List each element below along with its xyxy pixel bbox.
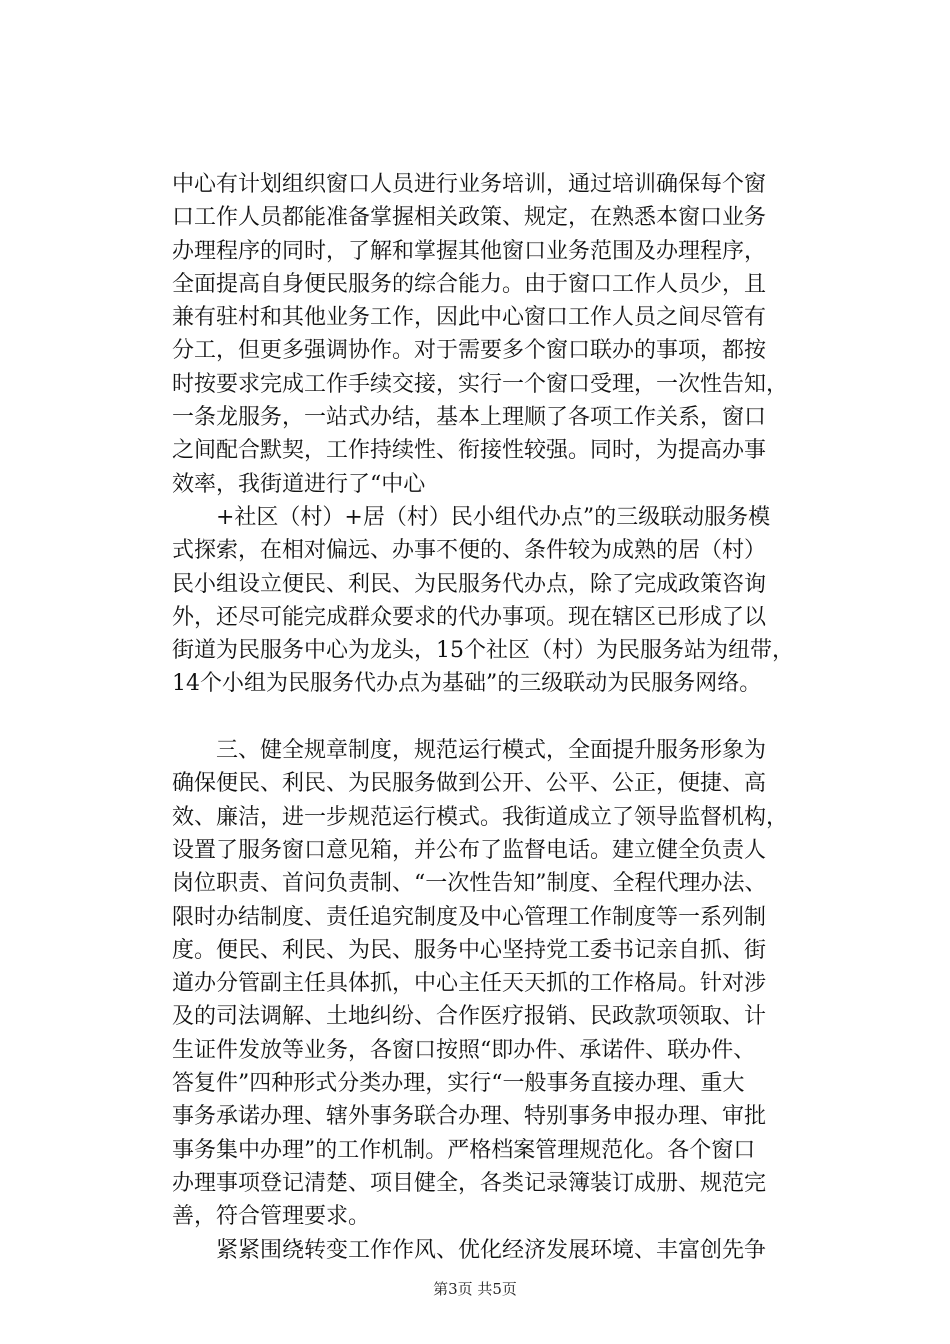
text-line: 办理事项登记清楚、项目健全，各类记录簿装订成册、规范完	[172, 1170, 767, 1196]
text-line: +社区（村）+居（村）民小组代办点”的三级联动服务模	[172, 504, 771, 530]
text-line: 紧紧围绕转变工作作风、优化经济发展环境、丰富创先争	[172, 1237, 767, 1263]
text-line: 度。便民、利民、为民、服务中心坚持党工委书记亲自抓、街	[172, 937, 767, 963]
text-line: 办理程序的同时，了解和掌握其他窗口业务范围及办理程序，	[172, 238, 767, 264]
text-line: 事务集中办理”的工作机制。严格档案管理规范化。各个窗口	[172, 1137, 756, 1163]
text-line: 事务承诺办理、辖外事务联合办理、特别事务申报办理、审批	[172, 1104, 767, 1130]
paragraph-2	[172, 501, 834, 701]
text-line: 全面提高自身便民服务的综合能力。由于窗口工作人员少，且	[172, 271, 767, 297]
text-line: 14个小组为民服务代办点为基础”的三级联动为民服务网络。	[172, 671, 762, 697]
text-line: 兼有驻村和其他业务工作，因此中心窗口工作人员之间尽管有	[172, 305, 767, 331]
text-line: 答复件”四种形式分类办理，实行“一般事务直接办理、重大	[172, 1071, 745, 1097]
text-line: 分工，但更多强调协作。对于需要多个窗口联办的事项，都按	[172, 338, 767, 364]
text-line: 设置了服务窗口意见箱，并公布了监督电话。建立健全负责人	[172, 837, 767, 863]
text-line: 口工作人员都能准备掌握相关政策、规定，在熟悉本窗口业务	[172, 205, 767, 231]
text-line: 道办分管副主任具体抓，中心主任天天抓的工作格局。针对涉	[172, 971, 767, 997]
text-line: 限时办结制度、责任追究制度及中心管理工作制度等一系列制	[172, 904, 767, 930]
text-line: 确保便民、利民、为民服务做到公开、公平、公正，便捷、高	[172, 771, 767, 797]
paragraph-1	[172, 168, 834, 501]
text-line: 效率，我街道进行了“中心	[172, 471, 426, 497]
page-footer: 第3页 共5页	[433, 1280, 517, 1298]
text-line: 民小组设立便民、利民、为民服务代办点，除了完成政策咨询	[172, 571, 767, 597]
text-line: 及的司法调解、土地纠纷、合作医疗报销、民政款项领取、计	[172, 1004, 767, 1030]
text-line: 善，符合管理要求。	[172, 1204, 371, 1230]
paragraph-4	[172, 1234, 834, 1267]
text-line: 外，还尽可能完成群众要求的代办事项。现在辖区已形成了以	[172, 604, 767, 630]
text-line: 一条龙服务，一站式办结，基本上理顺了各项工作关系，窗口	[172, 405, 767, 431]
text-line: 岗位职责、首问负责制、“一次性告知”制度、全程代理办法、	[172, 871, 767, 897]
text-line: 生证件发放等业务，各窗口按照“即办件、承诺件、联办件、	[172, 1037, 756, 1063]
text-line: 之间配合默契，工作持续性、衔接性较强。同时，为提高办事	[172, 438, 767, 464]
document-body	[172, 168, 834, 1267]
text-line: 街道为民服务中心为龙头，15个社区（村）为民服务站为纽带，	[172, 638, 794, 664]
text-line: 式探索，在相对偏远、办事不便的、条件较为成熟的居（村）	[172, 538, 767, 564]
text-line: 中心有计划组织窗口人员进行业务培训，通过培训确保每个窗	[172, 172, 767, 197]
paragraph-gap	[172, 701, 834, 734]
paragraph-3	[172, 734, 834, 1233]
text-line: 三、健全规章制度，规范运行模式，全面提升服务形象为	[172, 738, 767, 764]
text-line: 效、廉洁，进一步规范运行模式。我街道成立了领导监督机构，	[172, 804, 789, 830]
text-line: 时按要求完成工作手续交接，实行一个窗口受理，一次性告知，	[172, 371, 789, 397]
